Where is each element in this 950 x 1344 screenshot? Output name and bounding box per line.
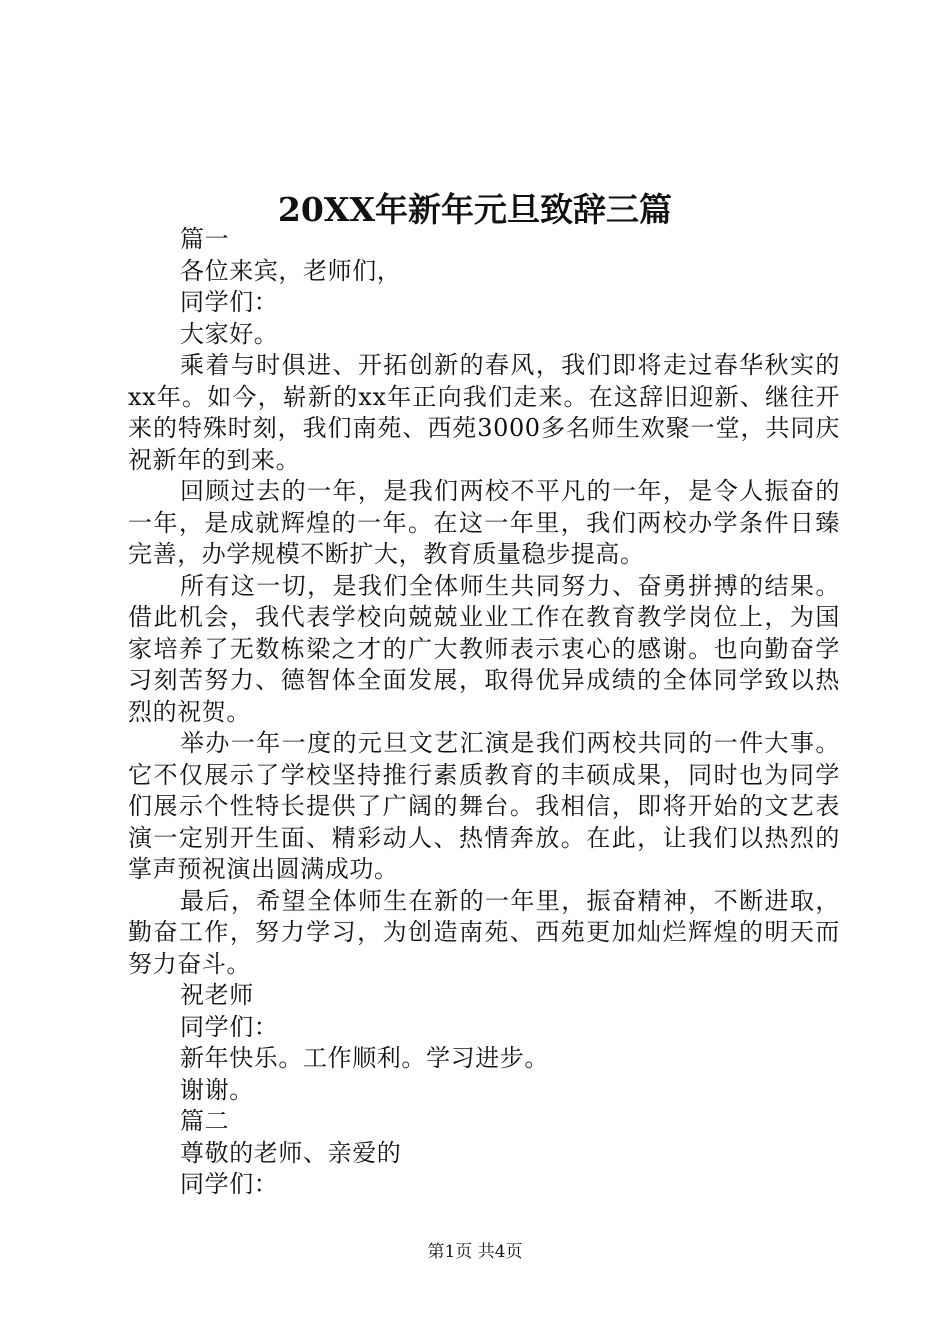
body-paragraph: 回顾过去的一年，是我们两校不平凡的一年，是令人振奋的一年，是成就辉煌的一年。在这一年里，我们两校办学条件日臻完善，办学规模不断扩大，教育质量稳步提高。 (128, 477, 840, 568)
body-paragraph: 举办一年一度的元旦文艺汇演是我们两校共同的一件大事。它不仅展示了学校坚持推行素质教育的丰硕成果，同时也为同学们展示个性特长提供了广阔的舞台。我相信，即将开始的文艺表演一定别开生面、精彩动人、热情奔放。在此，让我们以热烈的掌声预祝演出圆满成功。 (128, 729, 840, 883)
salutation-line: 各位来宾，老师们， (180, 256, 402, 285)
closing-line: 同学们： (180, 1012, 279, 1041)
section-heading: 篇二 (180, 1107, 230, 1135)
section-heading: 篇一 (180, 225, 230, 253)
body-paragraph: 乘着与时俱进、开拓创新的春风，我们即将走过春华秋实的xx年。如今，崭新的xx年正向我们走来。在这辞旧迎新、继往开来的特殊时刻，我们南苑、西苑3000多名师生欢聚一堂，共同庆祝新年的到来。 (128, 351, 840, 474)
body-paragraph: 所有这一切，是我们全体师生共同努力、奋勇拼搏的结果。借此机会，我代表学校向兢兢业业工作在教育教学岗位上，为国家培养了无数栋梁之才的广大教师表示衷心的感谢。也向勤奋学习刻苦努力、德智体全面发展，取得优异成绩的全体同学致以热烈的祝贺。 (128, 571, 840, 726)
document-body (128, 224, 840, 1201)
salutation-line: 同学们： (180, 288, 279, 316)
salutation-line: 同学们： (180, 1170, 279, 1198)
closing-line: 新年快乐。工作顺利。学习进步。 (180, 1044, 549, 1072)
greeting-line: 大家好。 (180, 319, 279, 348)
closing-line: 祝老师 (180, 981, 254, 1009)
salutation-line: 尊敬的老师、亲爱的 (180, 1138, 402, 1167)
page-footer: 第1页 共4页 (427, 1242, 523, 1262)
document-title: 20XX年新年元旦致辞三篇 (277, 190, 673, 229)
closing-line: 谢谢。 (180, 1075, 254, 1104)
body-paragraph: 最后，希望全体师生在新的一年里，振奋精神，不断进取，勤奋工作，努力学习，为创造南苑、西苑更加灿烂辉煌的明天而努力奋斗。 (128, 886, 840, 978)
